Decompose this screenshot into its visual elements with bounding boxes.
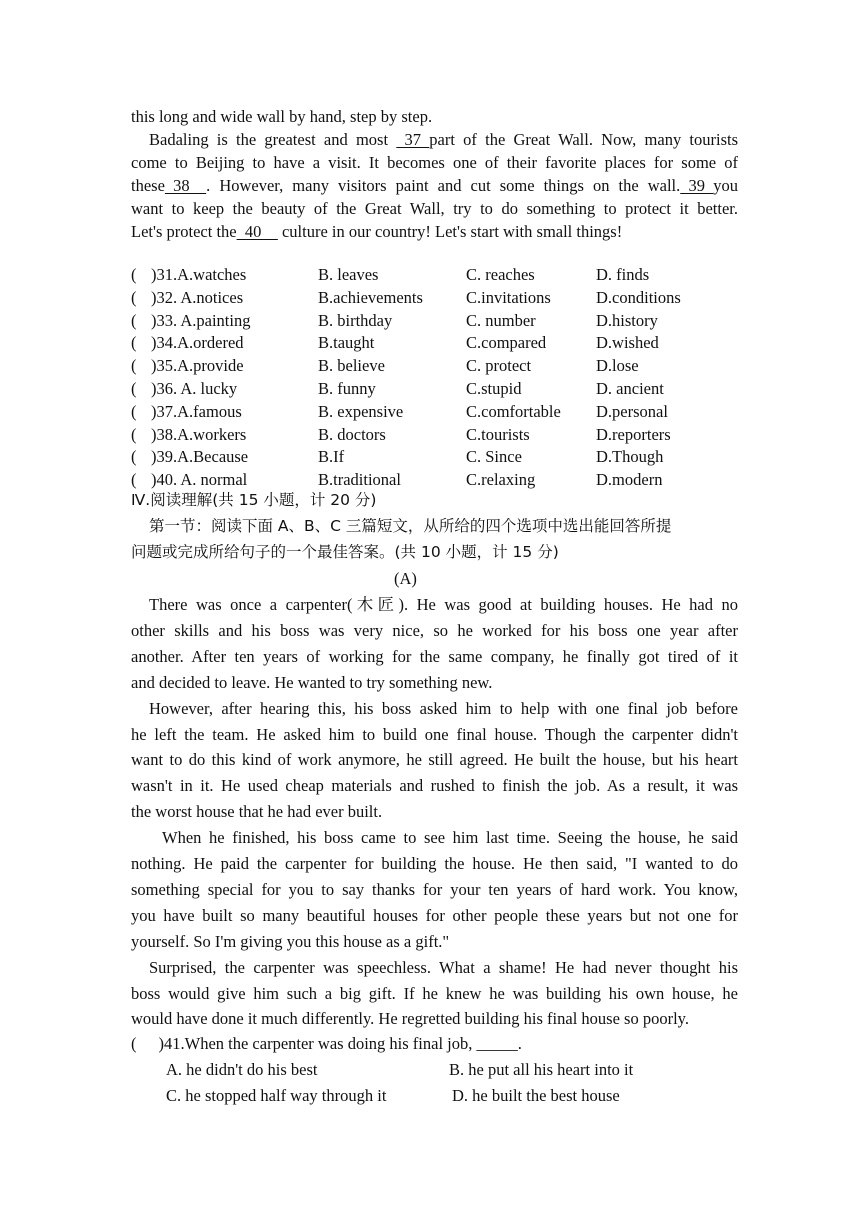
question-text-end: . bbox=[517, 1034, 522, 1053]
option-paren: ( bbox=[131, 424, 137, 444]
option-d: D.history bbox=[596, 310, 658, 330]
passage-line: want to do this kind of work anymore, he still agreed. He built the house, but his heart bbox=[131, 750, 738, 770]
option-d: D.lose bbox=[596, 356, 639, 376]
option-paren: ( bbox=[131, 333, 137, 353]
option-d: D. finds bbox=[596, 265, 650, 284]
option-row bbox=[131, 267, 751, 285]
cloze-text: these bbox=[131, 176, 165, 195]
cloze-text: culture in our country! Let's start with small things! bbox=[277, 222, 623, 241]
blank-38: 38 bbox=[164, 176, 207, 195]
option-c: C. reaches bbox=[466, 265, 535, 284]
option-d: D.modern bbox=[596, 470, 663, 490]
option-row bbox=[131, 381, 751, 399]
option-b: B. expensive bbox=[318, 401, 404, 421]
cloze-line-2 bbox=[149, 132, 738, 149]
cloze-text: this long and wide wall by hand, step by step. bbox=[131, 107, 433, 126]
cloze-text: Let's protect the bbox=[131, 222, 237, 241]
option-d: D.conditions bbox=[596, 287, 681, 307]
passage-line: the worst house that he had ever built. bbox=[131, 802, 383, 822]
option-row bbox=[131, 472, 751, 490]
answer-blank: _____ bbox=[476, 1034, 518, 1053]
passage-line: another. After ten years of working for the same company, he finally got tired of it bbox=[131, 646, 738, 666]
cloze-text: part of the Great Wall. Now, many tourists bbox=[429, 130, 739, 149]
option-b: B.achievements bbox=[318, 287, 423, 307]
option-d: D.wished bbox=[596, 333, 659, 353]
cloze-line-4 bbox=[131, 178, 738, 195]
passage-line: other skills and his boss was very nice, so he worked for his boss one year after bbox=[131, 620, 738, 640]
option-c: C. Since bbox=[466, 447, 522, 467]
option-num: )36. A. lucky bbox=[151, 379, 238, 398]
passage-line: something special for you to say thanks for your ten years of hard work. You know, bbox=[131, 879, 738, 899]
option-num: )31.A.watches bbox=[151, 265, 247, 284]
option-num: )35.A.provide bbox=[151, 356, 244, 376]
passage-line: he left the team. He asked him to build one final house. Though the carpenter didn't bbox=[131, 724, 738, 744]
option-c: C. number bbox=[466, 310, 536, 330]
passage-line: boss would give him such a big gift. If he knew he was building his own house, he bbox=[131, 983, 738, 1003]
option-b: B.If bbox=[318, 447, 345, 467]
option-b: B. believe bbox=[318, 356, 385, 376]
section-heading: Ⅳ.阅读理解(共 15 小题，计 20 分) bbox=[131, 491, 377, 509]
cloze-line-6 bbox=[131, 224, 622, 241]
option-paren: ( bbox=[131, 356, 137, 376]
cloze-text: come to Beijing to have a visit. It becomes one of their favorite places for some of bbox=[131, 153, 738, 172]
answer-paren: ( bbox=[131, 1034, 137, 1053]
passage-line: However, after hearing this, his boss asked him to help with one final job before bbox=[149, 698, 738, 718]
cloze-text: want to keep the beauty of the Great Wall, try to do something to protect it better. bbox=[131, 199, 738, 218]
passage-label: (A) bbox=[394, 569, 417, 588]
option-c: C.stupid bbox=[466, 379, 522, 398]
option-b: B. leaves bbox=[318, 265, 379, 284]
question-text: )41.When the carpenter was doing his final job, bbox=[158, 1034, 477, 1053]
passage-line: wasn't in it. He used cheap materials and rushed to finish the job. As a result, it was bbox=[131, 776, 738, 796]
question-41-option-d: D. he built the best house bbox=[452, 1086, 620, 1105]
option-row bbox=[131, 287, 751, 308]
option-row bbox=[131, 310, 751, 331]
question-41-option-c: C. he stopped half way through it bbox=[166, 1086, 387, 1105]
passage-line: Surprised, the carpenter was speechless. What a shame! He had never thought his bbox=[149, 957, 738, 977]
option-paren: ( bbox=[131, 379, 137, 398]
option-d: D. ancient bbox=[596, 379, 664, 398]
option-row bbox=[131, 335, 751, 353]
option-d: D.personal bbox=[596, 401, 668, 421]
question-41-stem bbox=[131, 1036, 522, 1053]
option-paren: ( bbox=[131, 287, 137, 307]
cloze-line-1 bbox=[131, 109, 432, 126]
passage-line: When he finished, his boss came to see him last time. Seeing the house, he said bbox=[162, 828, 738, 848]
option-c: C.compared bbox=[466, 333, 547, 353]
option-row bbox=[131, 401, 751, 422]
option-paren: ( bbox=[131, 470, 137, 490]
option-row bbox=[131, 424, 751, 445]
cloze-line-3 bbox=[131, 155, 738, 172]
option-c: C.comfortable bbox=[466, 401, 561, 421]
passage-line: would have done it much differently. He regretted building his final house so poorly. bbox=[131, 1009, 689, 1029]
option-b: B. funny bbox=[318, 379, 376, 398]
blank-40: 40 bbox=[236, 222, 278, 241]
section-instruction-1: 第一节：阅读下面 A、B、C 三篇短文，从所给的四个选项中选出能回答所提 bbox=[149, 517, 672, 535]
cloze-text: . However, many visitors paint and cut some things on the wall. bbox=[206, 176, 681, 195]
option-d: D.reporters bbox=[596, 424, 671, 444]
section-instruction-2: 问题或完成所给句子的一个最佳答案。(共 10 小题，计 15 分) bbox=[131, 543, 559, 561]
cloze-line-5 bbox=[131, 201, 738, 218]
option-c: C.tourists bbox=[466, 424, 530, 444]
passage-line: nothing. He paid the carpenter for building the house. He then said, "I wanted to do bbox=[131, 854, 738, 873]
blank-37: 37 bbox=[396, 130, 430, 149]
option-num: )40. A. normal bbox=[151, 470, 248, 490]
option-b: B. doctors bbox=[318, 424, 386, 444]
option-num: )37.A.famous bbox=[151, 401, 242, 421]
passage-line: and decided to leave. He wanted to try something new. bbox=[131, 672, 493, 692]
option-c: C.relaxing bbox=[466, 470, 536, 490]
option-paren: ( bbox=[131, 401, 137, 421]
option-num: )39.A.Because bbox=[151, 447, 249, 467]
option-row bbox=[131, 358, 751, 376]
question-41-option-a: A. he didn't do his best bbox=[166, 1060, 318, 1079]
option-paren: ( bbox=[131, 265, 137, 284]
option-c: C. protect bbox=[466, 356, 532, 376]
option-num: )32. A.notices bbox=[151, 287, 244, 307]
option-row bbox=[131, 449, 751, 467]
passage-line: There was once a carpenter(木匠). He was good at building houses. He had no bbox=[149, 595, 738, 614]
option-num: )33. A.painting bbox=[151, 310, 251, 330]
cloze-text: you bbox=[713, 176, 738, 195]
option-num: )38.A.workers bbox=[151, 424, 247, 444]
option-b: B.traditional bbox=[318, 470, 401, 490]
passage-line: yourself. So I'm giving you this house as a gift." bbox=[131, 931, 450, 951]
option-num: )34.A.ordered bbox=[151, 333, 244, 353]
option-c: C.invitations bbox=[466, 287, 551, 307]
option-d: D.Though bbox=[596, 447, 664, 467]
option-b: B.taught bbox=[318, 333, 375, 353]
option-paren: ( bbox=[131, 447, 137, 467]
option-b: B. birthday bbox=[318, 310, 393, 330]
blank-39: 39 bbox=[680, 176, 714, 195]
cloze-text: Badaling is the greatest and most bbox=[149, 130, 397, 149]
passage-line: you have built so many beautiful houses for other people these years but not one for bbox=[131, 905, 738, 925]
option-paren: ( bbox=[131, 310, 137, 330]
question-41-option-b: B. he put all his heart into it bbox=[449, 1060, 634, 1079]
